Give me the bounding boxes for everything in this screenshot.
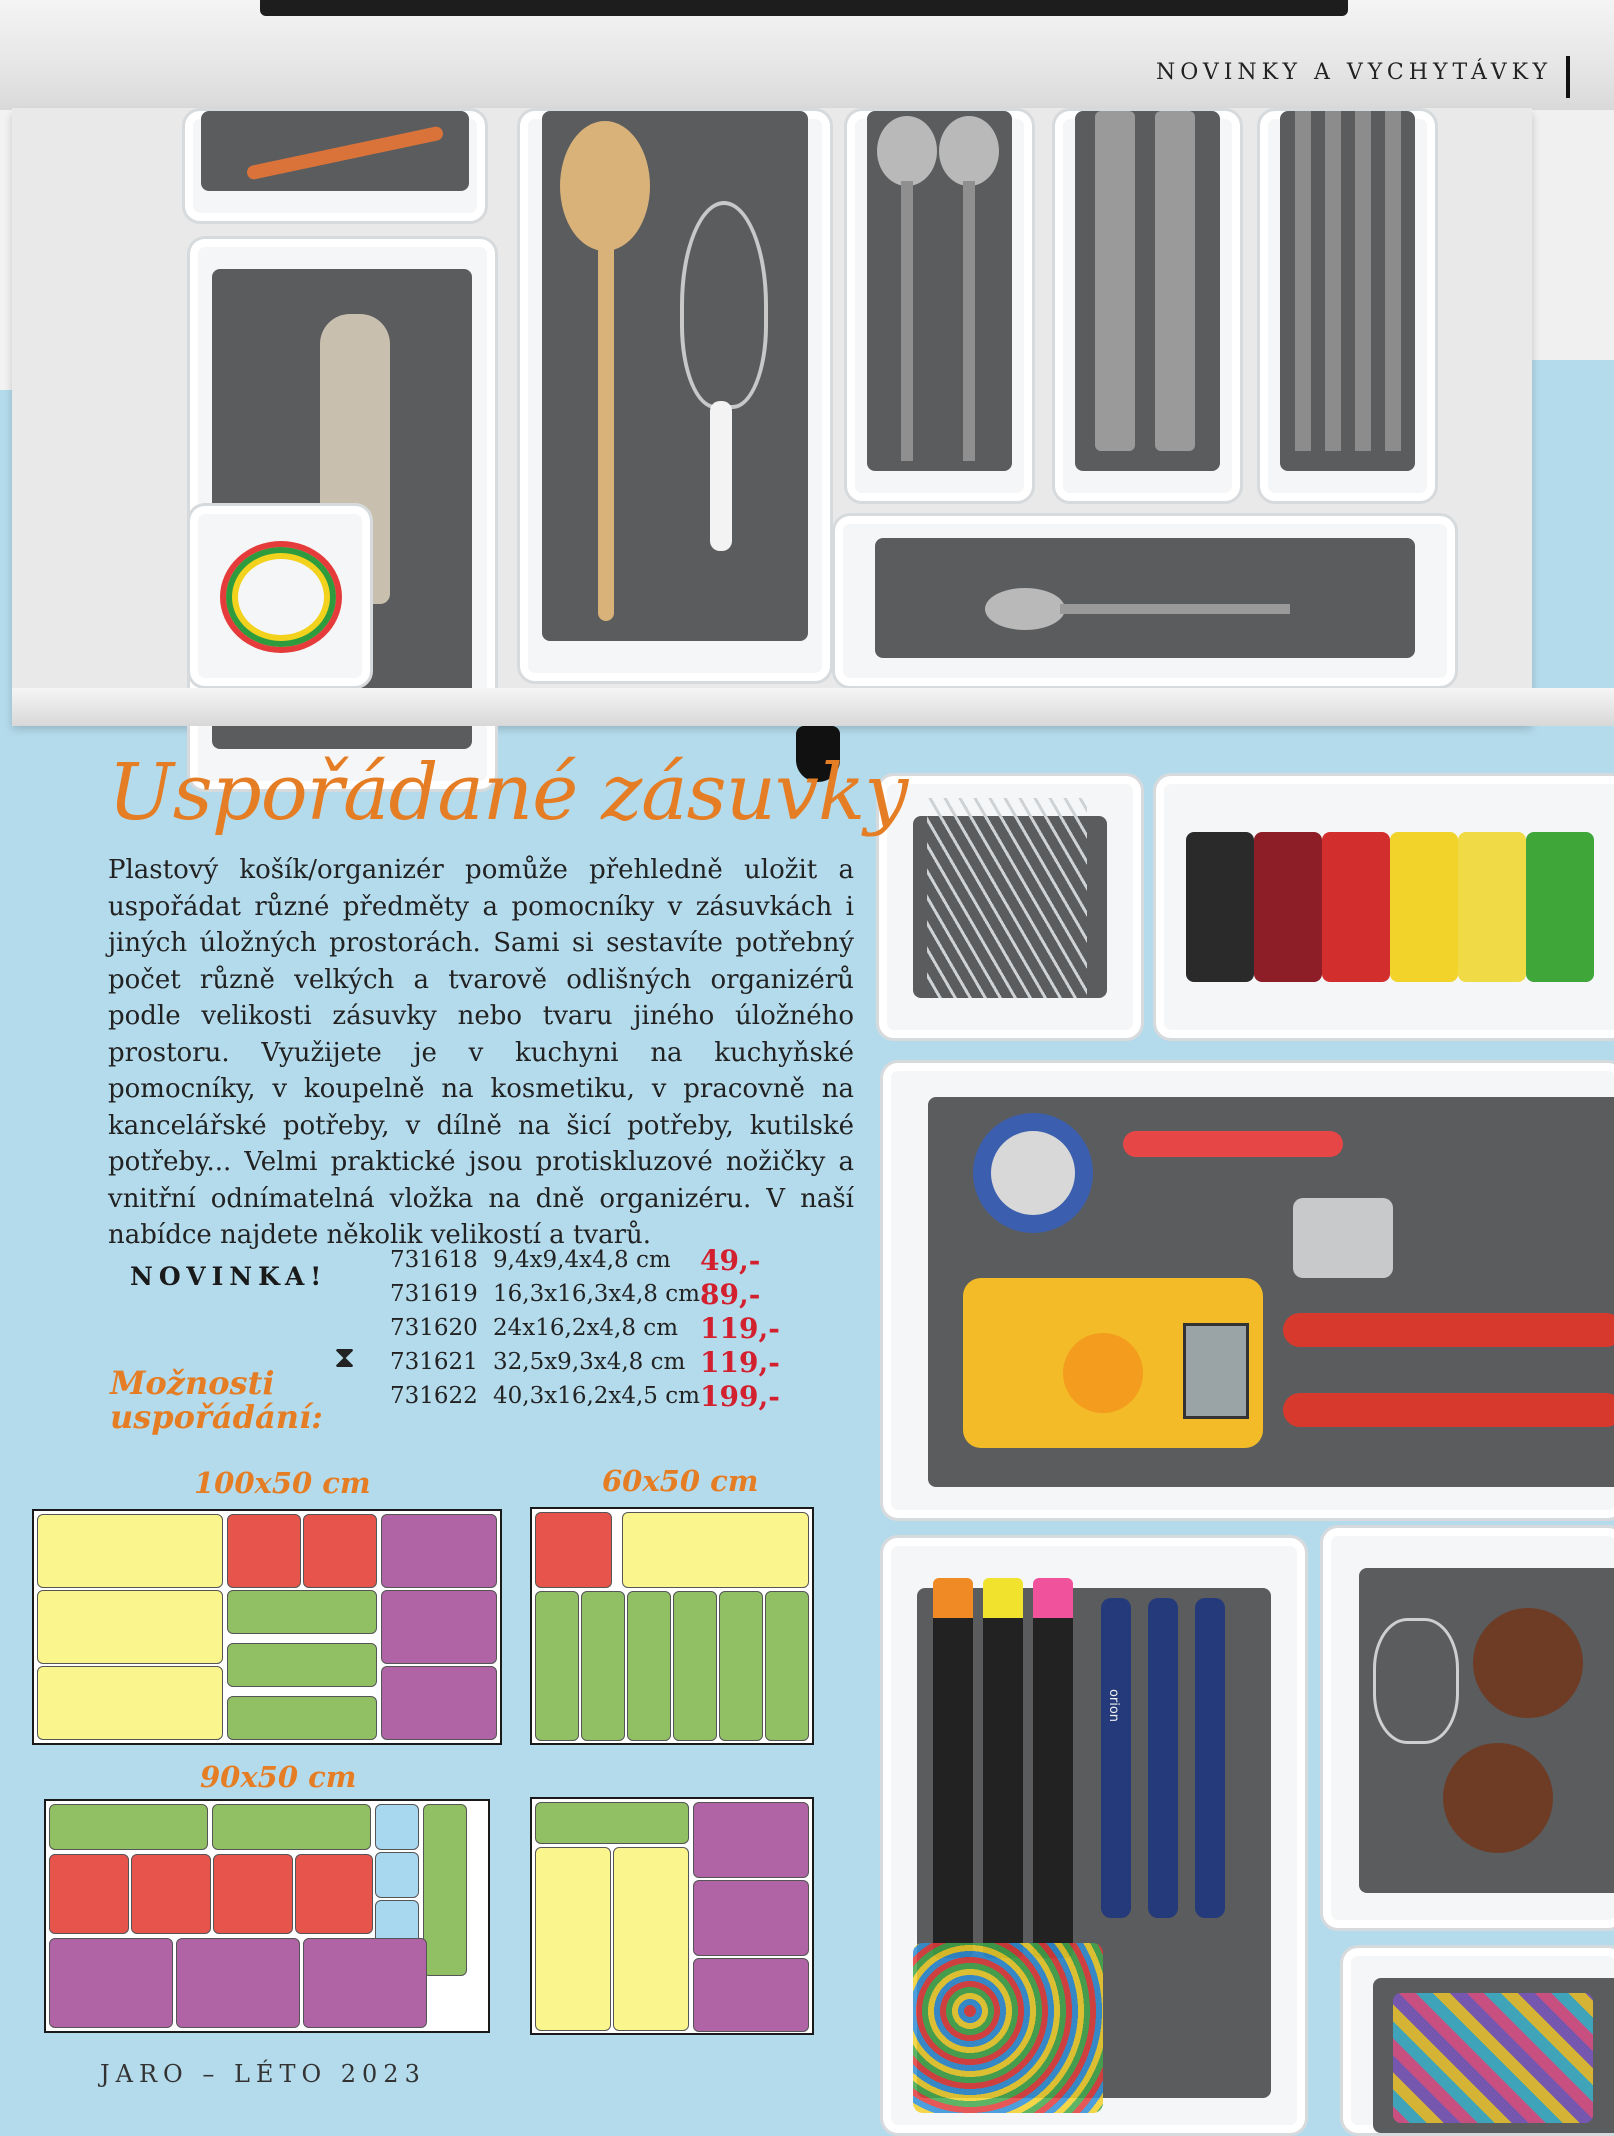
pushpins-icon	[913, 1943, 1103, 2113]
section-header: NOVINKY A VYCHYTÁVKY	[1155, 60, 1552, 85]
pliers-icon	[1283, 1313, 1614, 1347]
layout-60x50	[530, 1507, 814, 1745]
whisk-icon	[680, 201, 768, 409]
knife-icon	[1295, 111, 1311, 451]
cabinet-side-right	[1530, 110, 1614, 360]
table-row: 731619 16,3x16,3x4,8 cm 89,-	[390, 1277, 761, 1311]
cookie-stamp-icon	[1473, 1608, 1583, 1718]
multimeter-icon	[963, 1278, 1263, 1448]
hourglass-icon: ⧗	[334, 1340, 356, 1375]
marker-icon	[933, 1578, 973, 1958]
section-header-bar	[1566, 56, 1570, 98]
tray-knives	[1257, 108, 1438, 504]
tray-long	[832, 513, 1458, 689]
layouts-heading: Možnosti uspořádání:	[110, 1364, 323, 1436]
tray-tiny	[187, 503, 373, 689]
table-row: 731620 24x16,2x4,8 cm 119,-	[390, 1311, 780, 1345]
safety-pins-icon	[927, 798, 1087, 998]
rubber-bands-icon	[220, 541, 342, 653]
spoon-icon	[877, 116, 937, 186]
pen-brand: orion	[1106, 1688, 1122, 1723]
tray-forks	[1052, 108, 1243, 504]
tray-tools	[880, 1060, 1614, 1521]
drawer-front	[12, 688, 1614, 726]
layout-90x50	[44, 1799, 490, 2033]
fork-icon	[1095, 111, 1135, 451]
layout-label-90x50: 90x50 cm	[200, 1760, 357, 1794]
new-badge: NOVINKA!	[130, 1262, 328, 1291]
tray-pushpins	[1340, 1945, 1614, 2136]
layout-label-60x50: 60x50 cm	[602, 1464, 759, 1498]
tray-safety-pins	[876, 773, 1144, 1041]
layout-label-100x50: 100x50 cm	[194, 1466, 371, 1500]
article-body: Plastový košík/organizér pomůže přehledně uložit a uspořádat různé předměty a pomocníky v zásuvkách i jiných úložných prostorách. Sami si sestavíte potřebný počet různě velkých a tvarově odlišných organizérů podle velikosti zásuvky nebo tvaru jiného úložného prostoru. Využijete je v kuchyni na kuchyňské pomocníky, v koupelně na kosmetiku, v pracovně na kancelářské potřeby, v dílně na šicí potřeby, kutilské potřeby... Velmi praktické jsou protiskluzové nožičky a vnitřní odnímatelná vložka na dně organizéru. V naší nabídce najdete několik velikostí a tvarů.	[108, 855, 854, 1250]
footer: JARO – LÉTO 2023	[100, 2060, 426, 2088]
thread-spool-icon	[1186, 832, 1254, 982]
price-table	[390, 1243, 780, 1413]
tape-roll-icon	[973, 1113, 1093, 1233]
layout-alt	[530, 1797, 814, 2035]
wooden-spoon-icon	[560, 121, 650, 251]
cookie-cutter-icon	[1373, 1618, 1459, 1744]
screwdriver-icon	[1123, 1131, 1343, 1157]
tablespoon-icon	[985, 588, 1065, 630]
table-row: 731618 9,4x9,4x4,8 cm 49,-	[390, 1243, 761, 1277]
tray-teaspoons	[844, 108, 1035, 504]
tray-threads	[1153, 773, 1614, 1041]
pen-icon	[1101, 1598, 1131, 1918]
layout-100x50	[32, 1509, 502, 1745]
tray-cookie-cutters	[1320, 1525, 1614, 1931]
tray-pens	[880, 1535, 1308, 2136]
countertop	[0, 0, 1614, 110]
tray-spoons	[517, 108, 833, 684]
table-row: 731621 32,5x9,3x4,8 cm 119,-	[390, 1345, 780, 1379]
tray-small-top	[182, 108, 488, 224]
metal-cylinder-icon	[1293, 1198, 1393, 1278]
drawer-photo	[12, 108, 1532, 723]
table-row: 731622 40,3x16,2x4,5 cm 199,-	[390, 1379, 780, 1413]
page-title: Uspořádané zásuvky	[108, 748, 908, 838]
pins-icon	[1393, 1993, 1593, 2123]
cooktop-edge	[260, 0, 1348, 16]
